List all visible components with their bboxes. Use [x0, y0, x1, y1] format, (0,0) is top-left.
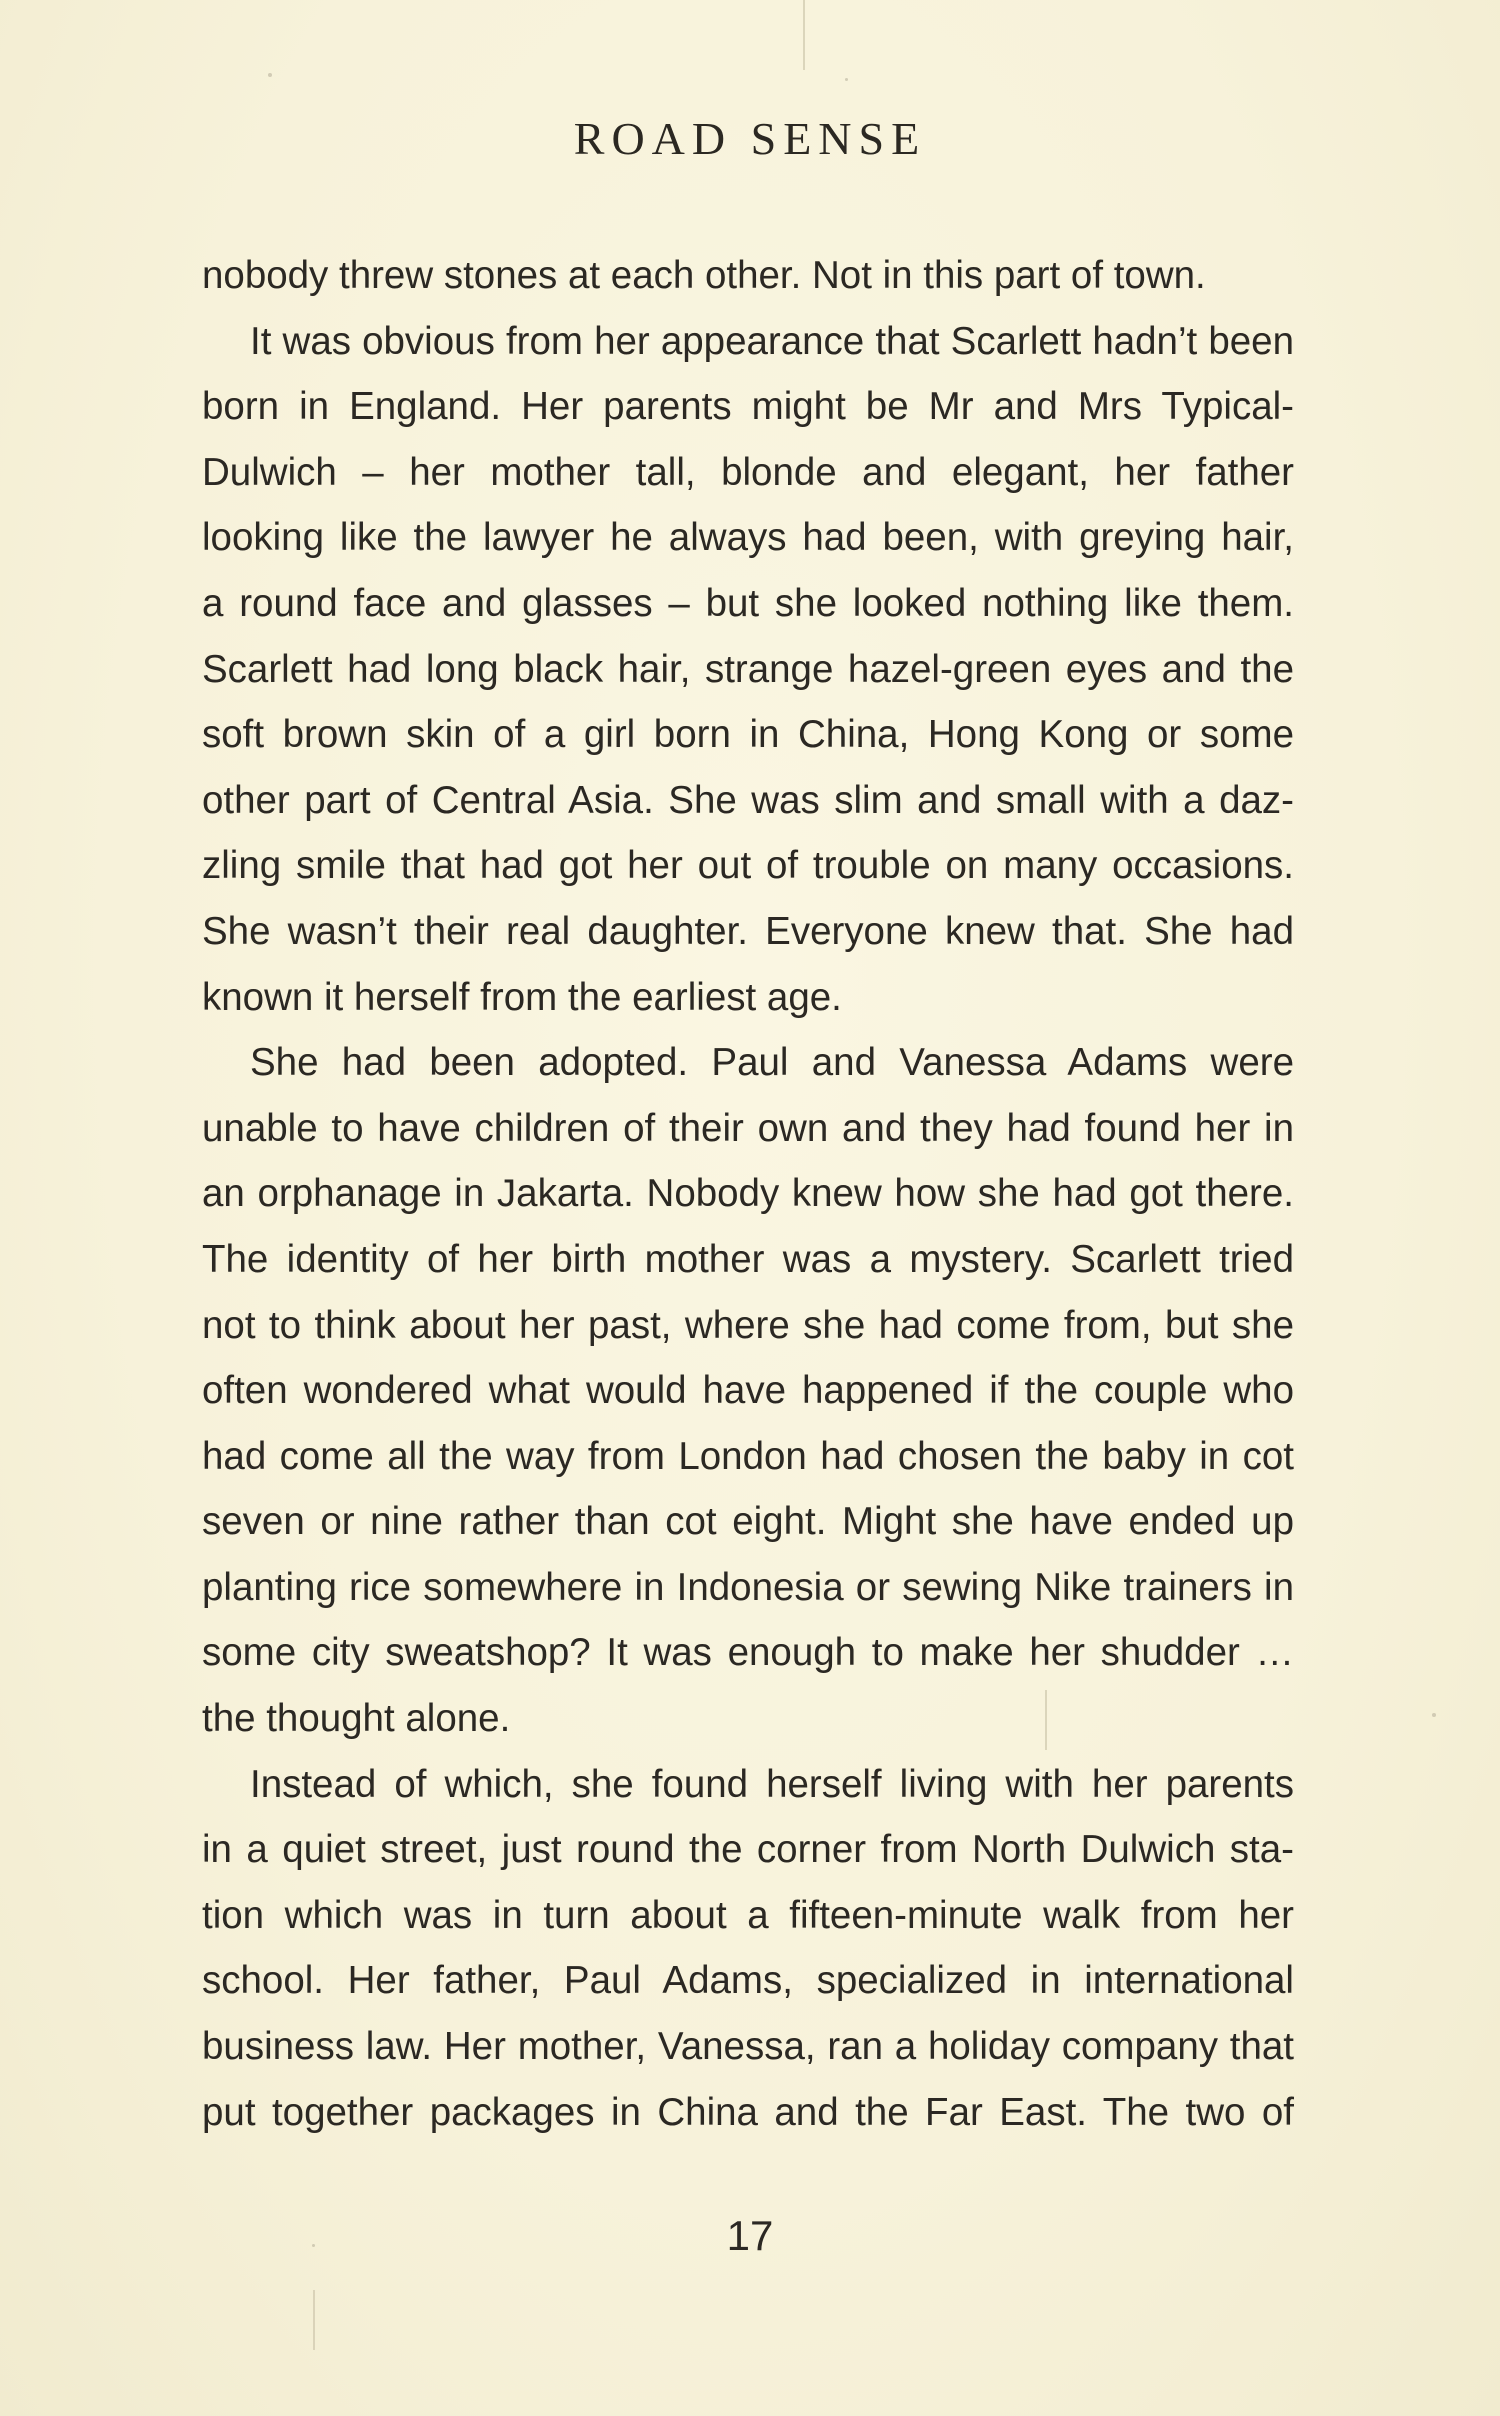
text-line: unable to have children of their own and they had found her in [202, 1106, 1294, 1150]
text-line: school. Her father, Paul Adams, specialized in international [202, 1959, 1294, 2003]
text-line: an orphanage in Jakarta. Nobody knew how she had got there. [202, 1172, 1294, 1216]
text-line: seven or nine rather than cot eight. Might she have ended up [202, 1500, 1294, 1544]
text-line: put together packages in China and the Far East. The two of [202, 2090, 1294, 2134]
text-line: soft brown skin of a girl born in China, Hong Kong or some [202, 713, 1294, 757]
paper-speck [312, 2244, 315, 2247]
paper-speck [268, 73, 272, 77]
text-line: business law. Her mother, Vanessa, ran a holiday company that [202, 2025, 1294, 2069]
text-line: Dulwich – her mother tall, blonde and elegant, her father [202, 450, 1294, 494]
text-line: in a quiet street, just round the corner from North Dulwich sta- [202, 1828, 1294, 1872]
paper-scratch [313, 2290, 315, 2350]
text-line: The identity of her birth mother was a mystery. Scarlett tried [202, 1237, 1294, 1281]
text-line: She wasn’t their real daughter. Everyone knew that. She had [202, 909, 1294, 953]
text-line: had come all the way from London had chosen the baby in cot [202, 1434, 1294, 1478]
text-line: not to think about her past, where she had come from, but she [202, 1303, 1294, 1347]
paper-speck [845, 78, 848, 81]
text-line: a round face and glasses – but she looked nothing like them. [202, 581, 1294, 625]
text-line: born in England. Her parents might be Mr and Mrs Typical- [202, 385, 1294, 429]
running-head: ROAD SENSE [573, 113, 927, 164]
text-line: It was obvious from her appearance that Scarlett hadn’t been [250, 319, 1294, 363]
paper-scratch [1045, 1690, 1047, 1750]
text-line: zling smile that had got her out of trouble on many occasions. [202, 844, 1294, 888]
paper-scratch [803, 0, 805, 70]
text-line: often wondered what would have happened if the couple who [202, 1369, 1294, 1413]
text-line: nobody threw stones at each other. Not in this part of town. [202, 254, 1206, 297]
text-line: tion which was in turn about a fifteen-minute walk from her [202, 1893, 1294, 1937]
text-line: planting rice somewhere in Indonesia or sewing Nike trainers in [202, 1565, 1294, 1609]
text-line: Scarlett had long black hair, strange hazel-green eyes and the [202, 647, 1294, 691]
paper-speck [1432, 1713, 1436, 1717]
text-line: the thought alone. [202, 1697, 511, 1741]
text-line: looking like the lawyer he always had been, with greying hair, [202, 516, 1294, 560]
text-line: other part of Central Asia. She was slim and small with a daz- [202, 778, 1294, 822]
body-text [202, 243, 1294, 2145]
text-line: some city sweatshop? It was enough to make her shudder … [202, 1631, 1294, 1675]
page-number: 17 [726, 2212, 774, 2259]
text-line: She had been adopted. Paul and Vanessa Adams were [250, 1041, 1294, 1085]
text-line: Instead of which, she found herself living with her parents [250, 1762, 1294, 1806]
text-line: known it herself from the earliest age. [202, 975, 842, 1019]
